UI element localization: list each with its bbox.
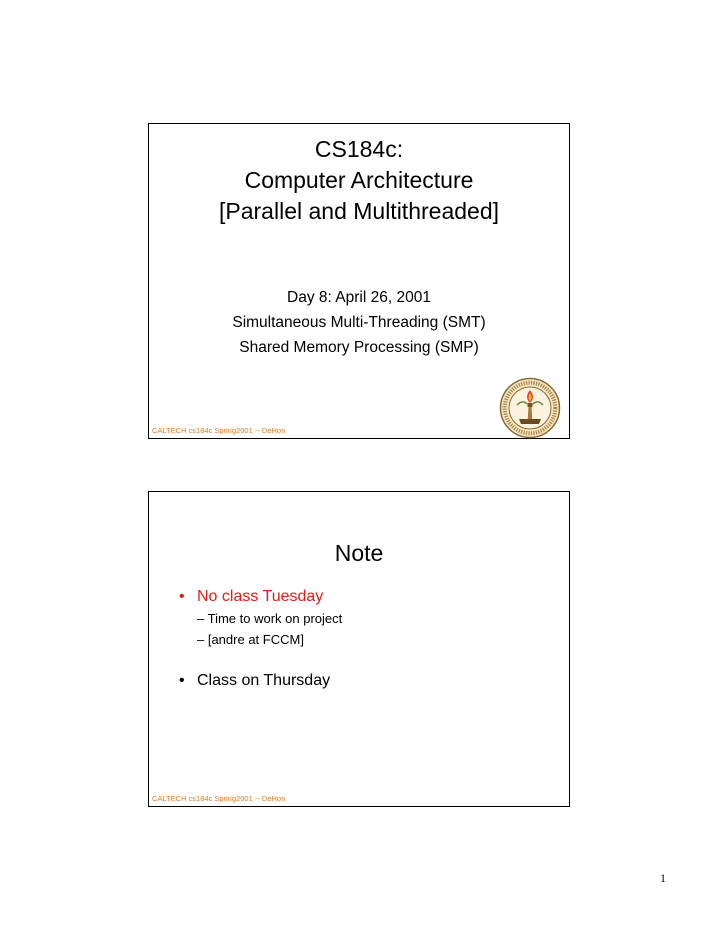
slide-subtitle-line-3: Shared Memory Processing (SMP) <box>239 339 479 356</box>
slide-title: Note <box>334 540 384 566</box>
sub-bullet-item: – Time to work on project <box>197 611 343 626</box>
slide-subtitle-line-2: Simultaneous Multi-Threading (SMT) <box>232 314 486 331</box>
bullet-dot-icon: • <box>179 672 185 689</box>
slide-title-line-3: [Parallel and Multithreaded] <box>219 198 499 224</box>
slide-footer: CALTECH cs184c Spring2001 -- DeHon <box>152 794 286 803</box>
slide-title-line-2: Computer Architecture <box>244 167 474 193</box>
slide-title-line-1: CS184c: <box>314 136 404 162</box>
caltech-seal-icon <box>499 377 561 439</box>
bullet-dot-icon: • <box>179 588 185 605</box>
page-number: 1 <box>660 871 666 885</box>
bullet-list <box>179 586 559 692</box>
bullet-item <box>179 670 559 692</box>
bullet-text: No class Tuesday <box>197 588 324 605</box>
slide-1 <box>148 123 570 439</box>
bullet-text: Class on Thursday <box>197 672 331 689</box>
sub-bullet-item: – [andre at FCCM] <box>197 632 304 647</box>
bullet-item <box>179 586 559 608</box>
slide-2 <box>148 491 570 807</box>
slide-footer: CALTECH cs184c Spring2001 -- DeHon <box>152 426 286 435</box>
slide-subtitle-line-1: Day 8: April 26, 2001 <box>287 289 431 306</box>
